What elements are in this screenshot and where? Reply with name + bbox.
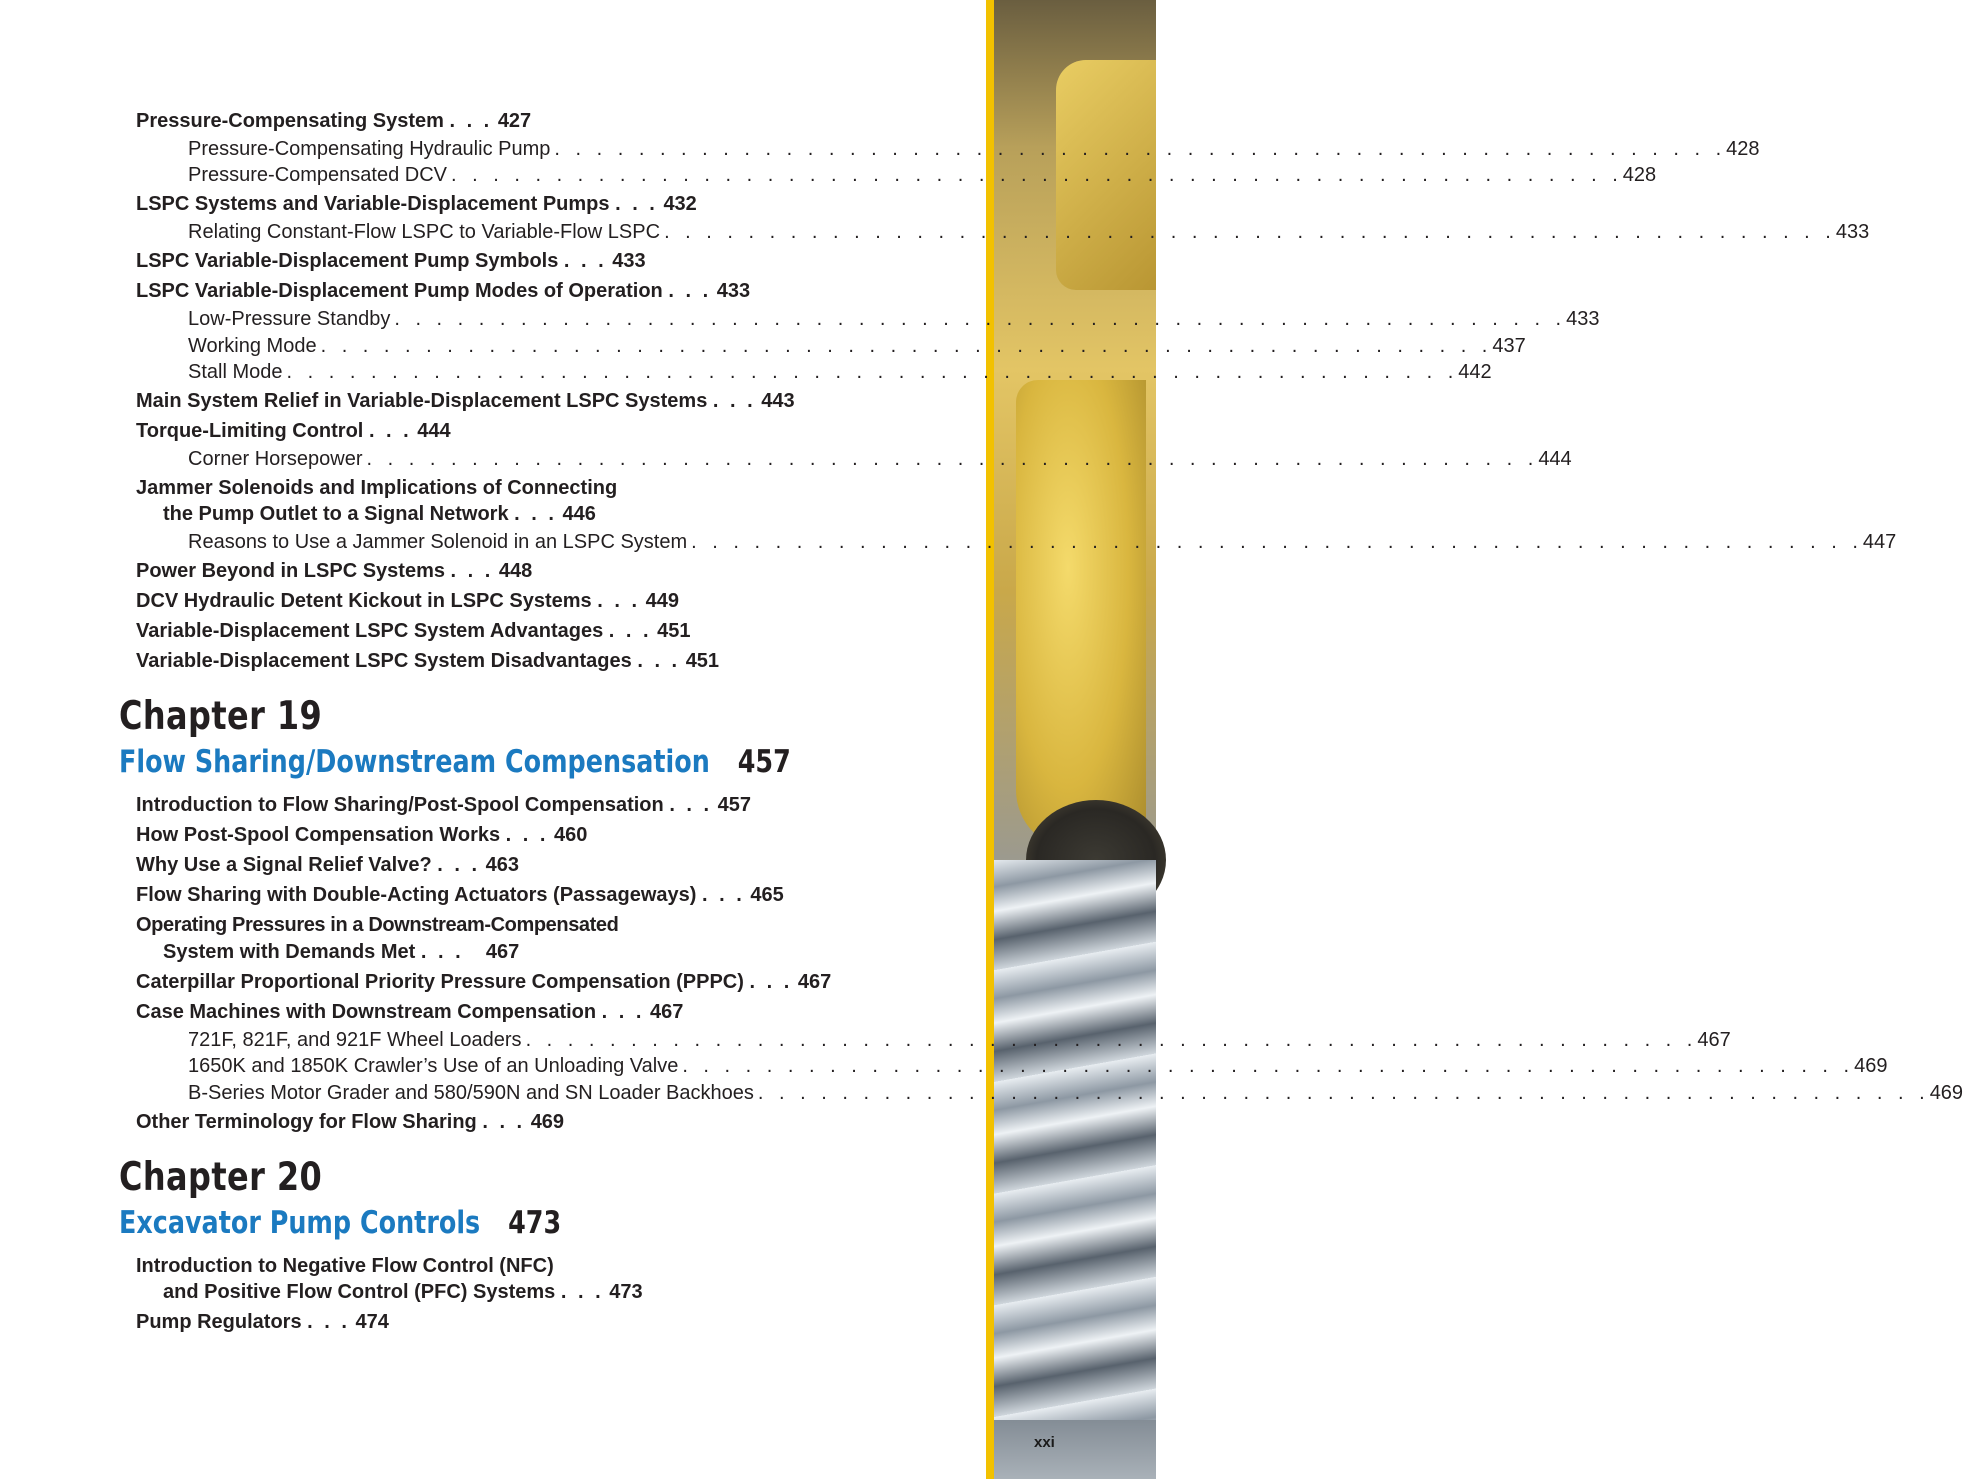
toc-subentry[interactable]: Working Mode . . . . . . . . . . . . . . . . . . . . . . . . . . . . . . . . . . . . . . . . . . . . . . . . . . . . . . . . 437: [188, 335, 1526, 357]
toc-subentry[interactable]: Corner Horsepower . . . . . . . . . . . . . . . . . . . . . . . . . . . . . . . . . . . . . . . . . . . . . . . . . . . . . . . . 444: [188, 448, 1572, 470]
toc-entry-continuation[interactable]: the Pump Outlet to a Signal Network . . . 446: [163, 503, 596, 525]
toc-entry[interactable]: Case Machines with Downstream Compensation . . . 467: [136, 1001, 684, 1023]
toc-entry[interactable]: Other Terminology for Flow Sharing . . . 469: [136, 1111, 565, 1133]
toc-subentry[interactable]: 721F, 821F, and 921F Wheel Loaders . . . . . . . . . . . . . . . . . . . . . . . . . . . . . . . . . . . . . . . . . . . . . . . . . . . . . . . . 467: [188, 1029, 1731, 1051]
toc-entry[interactable]: Main System Relief in Variable-Displacement LSPC Systems . . . 443: [136, 390, 795, 412]
toc-subentry[interactable]: B-Series Motor Grader and 580/590N and SN Loader Backhoes . . . . . . . . . . . . . . . . . . . . . . . . . . . . . . . . . . . . . . . . . . . . . . . . . . . . . . . . 469: [188, 1082, 1963, 1104]
toc-subentry[interactable]: Pressure-Compensated DCV . . . . . . . . . . . . . . . . . . . . . . . . . . . . . . . . . . . . . . . . . . . . . . . . . . . . . . . . 428: [188, 164, 1657, 186]
photo-detail: [986, 860, 1156, 1420]
toc-entry[interactable]: LSPC Variable-Displacement Pump Symbols . . . 433: [136, 250, 646, 272]
toc-subentry[interactable]: Relating Constant-Flow LSPC to Variable-Flow LSPC . . . . . . . . . . . . . . . . . . . . . . . . . . . . . . . . . . . . . . . . . . . . . . . . . . . . . . . . 433: [188, 221, 1870, 243]
toc-entry[interactable]: Torque-Limiting Control . . . 444: [136, 420, 451, 442]
toc-entry[interactable]: Variable-Displacement LSPC System Disadvantages . . . 451: [136, 650, 720, 672]
toc-entry[interactable]: How Post-Spool Compensation Works . . . 460: [136, 824, 588, 846]
toc-subentry[interactable]: Low-Pressure Standby . . . . . . . . . . . . . . . . . . . . . . . . . . . . . . . . . . . . . . . . . . . . . . . . . . . . . . . . 433: [188, 308, 1600, 330]
toc-entry[interactable]: LSPC Systems and Variable-Displacement Pumps . . . 432: [136, 193, 697, 215]
toc-subentry[interactable]: 1650K and 1850K Crawler’s Use of an Unloading Valve . . . . . . . . . . . . . . . . . . . . . . . . . . . . . . . . . . . . . . . . . . . . . . . . . . . . . . . . 469: [188, 1055, 1888, 1077]
toc-entry[interactable]: Jammer Solenoids and Implications of Connecting: [136, 477, 618, 499]
toc-entry[interactable]: LSPC Variable-Displacement Pump Modes of Operation . . . 433: [136, 280, 751, 302]
chapter-title[interactable]: Flow Sharing/Downstream Compensation 457: [119, 744, 791, 780]
toc-entry-continuation[interactable]: and Positive Flow Control (PFC) Systems . . . 473: [163, 1281, 643, 1303]
toc-entry[interactable]: Pump Regulators . . . 474: [136, 1311, 389, 1333]
toc-entry[interactable]: Power Beyond in LSPC Systems . . . 448: [136, 560, 533, 582]
toc-entry[interactable]: Pressure-Compensating System . . . 427: [136, 110, 532, 132]
toc-entry[interactable]: Flow Sharing with Double-Acting Actuators (Passageways) . . . 465: [136, 884, 784, 906]
chapter-title[interactable]: Excavator Pump Controls 473: [119, 1205, 562, 1241]
toc-entry-continuation[interactable]: System with Demands Met . . . 467: [163, 941, 520, 963]
toc-subentry[interactable]: Pressure-Compensating Hydraulic Pump . . . . . . . . . . . . . . . . . . . . . . . . . . . . . . . . . . . . . . . . . . . . . . . . . . . . . . . . 428: [188, 138, 1760, 160]
toc-entry[interactable]: Introduction to Flow Sharing/Post-Spool Compensation . . . 457: [136, 794, 752, 816]
toc-entry[interactable]: Operating Pressures in a Downstream-Compensated: [136, 914, 619, 936]
toc-entry[interactable]: DCV Hydraulic Detent Kickout in LSPC Systems . . . 449: [136, 590, 679, 612]
toc-subentry[interactable]: Stall Mode . . . . . . . . . . . . . . . . . . . . . . . . . . . . . . . . . . . . . . . . . . . . . . . . . . . . . . . . 442: [188, 361, 1492, 383]
toc-subentry[interactable]: Reasons to Use a Jammer Solenoid in an LSPC System . . . . . . . . . . . . . . . . . . . . . . . . . . . . . . . . . . . . . . . . . . . . . . . . . . . . . . . . 447: [188, 531, 1897, 553]
page-number: xxi: [1034, 1434, 1055, 1451]
toc-entry[interactable]: Introduction to Negative Flow Control (NFC): [136, 1255, 554, 1277]
toc-entry[interactable]: Variable-Displacement LSPC System Advantages . . . 451: [136, 620, 691, 642]
chapter-heading: Chapter 19: [119, 694, 323, 739]
chapter-heading: Chapter 20: [119, 1155, 323, 1200]
toc-entry[interactable]: Why Use a Signal Relief Valve? . . . 463: [136, 854, 519, 876]
toc-entry[interactable]: Caterpillar Proportional Priority Pressure Compensation (PPPC) . . . 467: [136, 971, 832, 993]
